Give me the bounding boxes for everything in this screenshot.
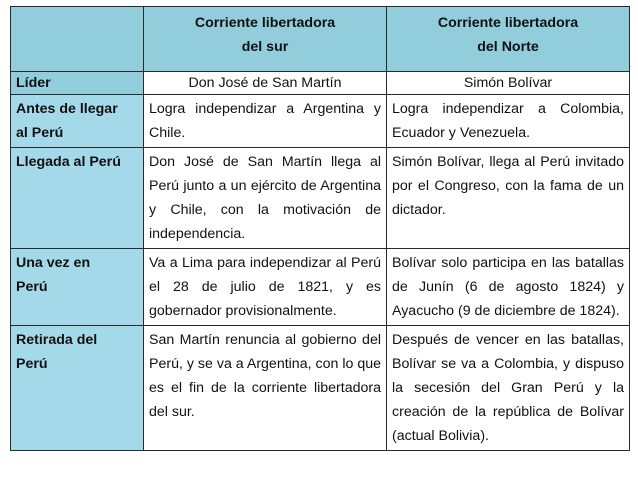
row-label-antes	[11, 95, 144, 148]
header-corner-cell	[11, 7, 144, 72]
row-label-llegada-text: Llegada al Perú	[16, 154, 121, 170]
cell-sur-retirada: San Martín renuncia al gobierno del Perú, y se va a Argentina, con lo que es el fin de la corriente libertadora del sur.	[144, 326, 387, 451]
table-row-llegada	[11, 148, 630, 249]
cell-norte-antes: Logra independizar a Colombia, Ecuador y Venezuela.	[387, 95, 630, 148]
row-label-lider-text: Líder	[16, 75, 51, 91]
header-sur-line-1: Corriente libertadora	[194, 15, 336, 31]
cell-sur-una-vez: Va a Lima para independizar al Perú el 28 de julio de 1821, y es gobernador provisionalmente.	[144, 249, 387, 326]
cell-norte-retirada: Después de vencer en las batallas, Bolívar se va a Colombia, y dispuso la secesión del Gran Perú y la creación de la república de Bolívar (actual Bolivia).	[387, 326, 630, 451]
table-row-una-vez	[11, 249, 630, 326]
header-norte-line-2: del Norte	[477, 39, 539, 55]
cell-norte-lider: Simón Bolívar	[387, 72, 630, 95]
row-label-antes-line-2: al Perú	[16, 125, 64, 141]
table-row-retirada	[11, 326, 630, 451]
row-label-retirada	[11, 326, 144, 451]
cell-sur-lider: Don José de San Martín	[144, 72, 387, 95]
row-label-lider	[11, 72, 144, 95]
table-row-lider	[11, 72, 630, 95]
comparison-table	[10, 6, 630, 451]
header-norte-cell	[387, 7, 630, 72]
cell-sur-llegada: Don José de San Martín llega al Perú junto a un ejército de Argentina y Chile, con la motivación de independencia.	[144, 148, 387, 249]
table-row-antes	[11, 95, 630, 148]
cell-sur-antes: Logra independizar a Argentina y Chile.	[144, 95, 387, 148]
row-label-una-vez	[11, 249, 144, 326]
header-sur-cell	[144, 7, 387, 72]
row-label-retirada-line-2: Perú	[16, 356, 48, 372]
row-label-antes-line-1: Antes de llegar	[16, 101, 118, 117]
header-row	[11, 7, 630, 72]
row-label-llegada	[11, 148, 144, 249]
row-label-una-vez-line-2: Perú	[16, 279, 48, 295]
row-label-una-vez-line-1: Una vez en	[16, 255, 91, 271]
header-norte-line-1: Corriente libertadora	[437, 15, 579, 31]
row-label-retirada-line-1: Retirada del	[16, 332, 98, 348]
header-sur-line-2: del sur	[241, 39, 289, 55]
cell-norte-una-vez: Bolívar solo participa en las batallas de Junín (6 de agosto 1824) y Ayacucho (9 de diciembre de 1824).	[387, 249, 630, 326]
cell-norte-llegada: Simón Bolívar, llega al Perú invitado por el Congreso, con la fama de un dictador.	[387, 148, 630, 249]
